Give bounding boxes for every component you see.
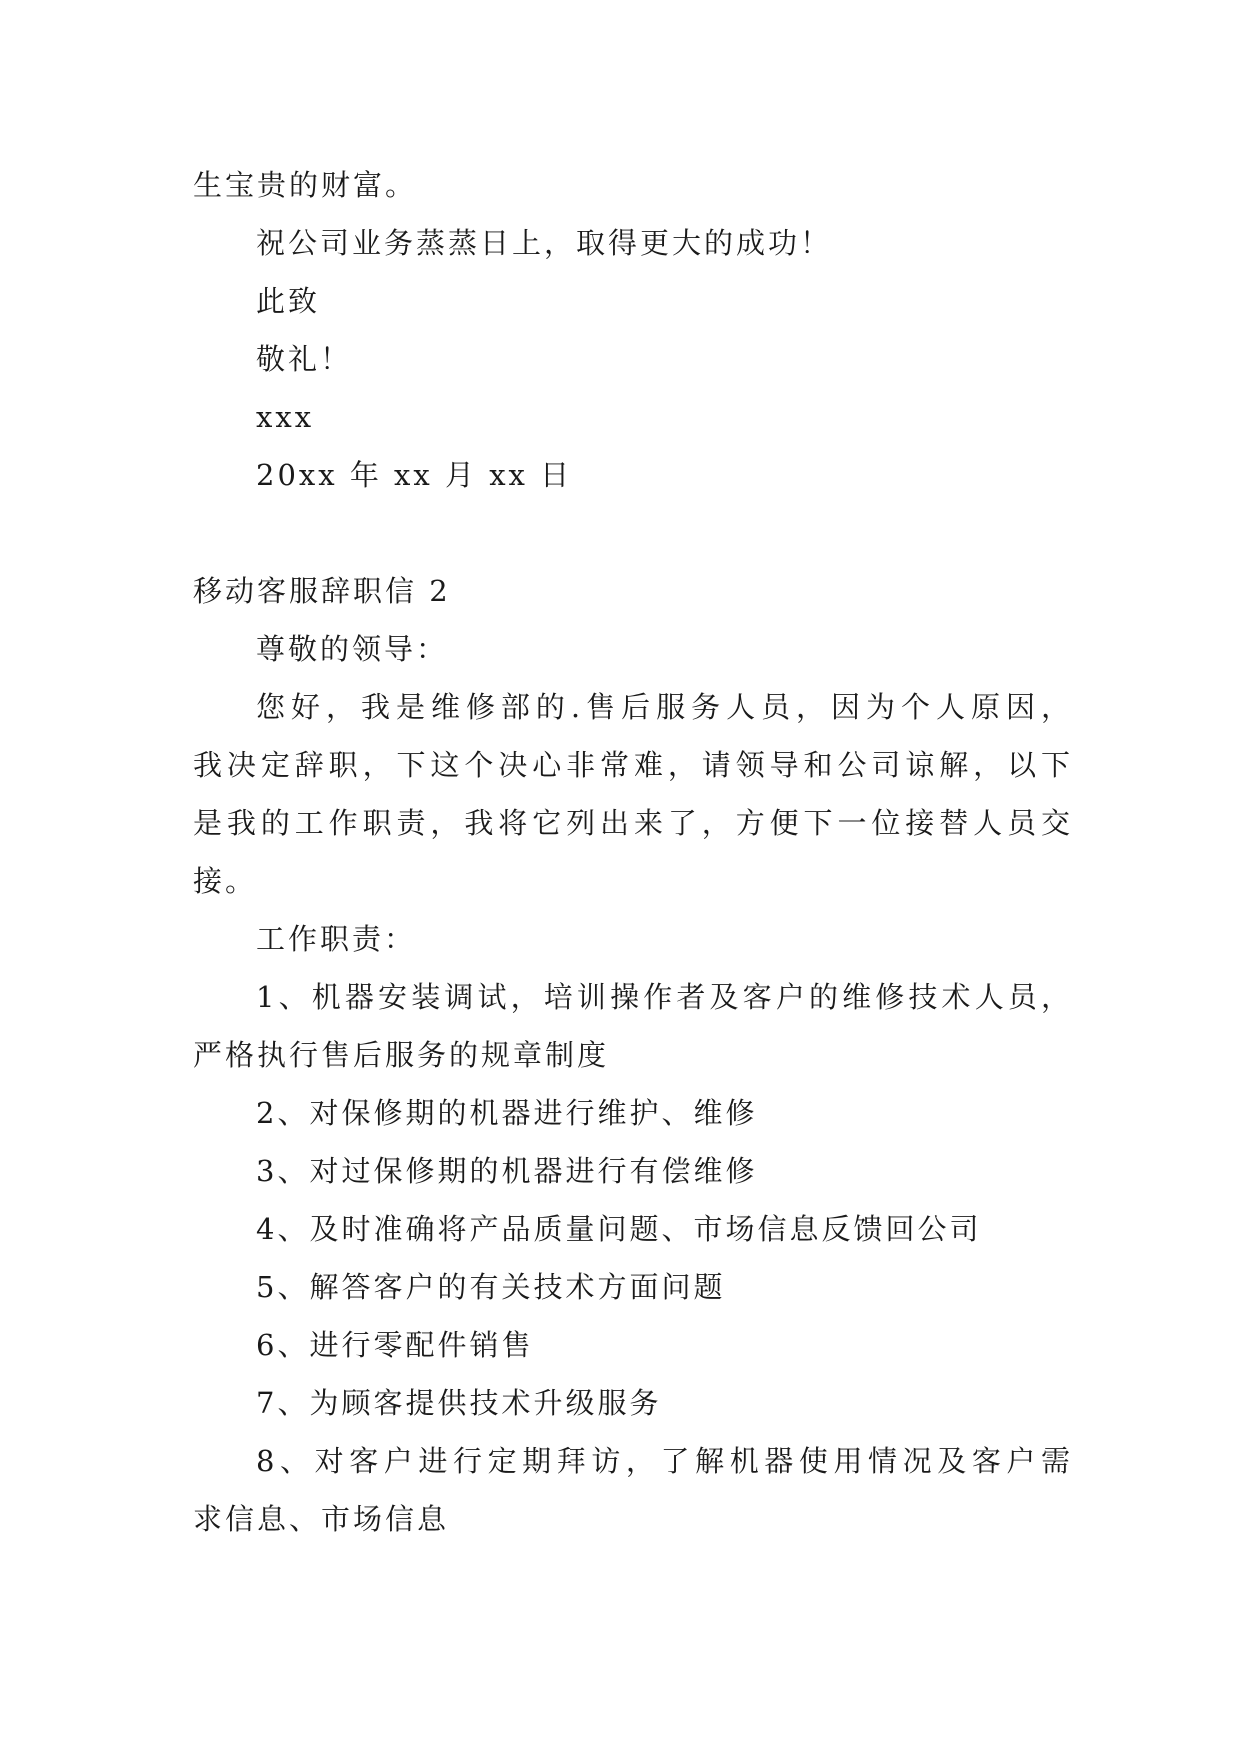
duty-item: 6、进行零配件销售 bbox=[256, 1328, 534, 1362]
duty-item: 求信息、市场信息 bbox=[193, 1502, 450, 1536]
paragraph-wish: 祝公司业务蒸蒸日上，取得更大的成功！ bbox=[256, 226, 833, 260]
duty-item: 5、解答客户的有关技术方面问题 bbox=[256, 1270, 726, 1304]
signature-text: xxx bbox=[256, 400, 315, 434]
letter-title: 移动客服辞职信 2 bbox=[193, 574, 451, 608]
intro-line: 您好，我是维修部的.售后服务人员，因为个人原因， bbox=[256, 690, 1073, 724]
duties-heading: 工作职责： bbox=[256, 922, 417, 956]
paragraph-continuation: 生宝贵的财富。 bbox=[193, 168, 418, 202]
duty-item: 2、对保修期的机器进行维护、维修 bbox=[256, 1096, 758, 1130]
duty-item: 4、及时准确将产品质量问题、市场信息反馈回公司 bbox=[256, 1212, 982, 1246]
intro-line: 我决定辞职，下这个决心非常难，请领导和公司谅解，以下 bbox=[193, 748, 1073, 782]
date-text: 20xx 年 xx 月 xx 日 bbox=[256, 458, 573, 492]
duty-item: 3、对过保修期的机器进行有偿维修 bbox=[256, 1154, 758, 1188]
duty-item: 1、机器安装调试，培训操作者及客户的维修技术人员， bbox=[256, 980, 1073, 1014]
duty-item: 严格执行售后服务的规章制度 bbox=[193, 1038, 610, 1072]
duty-item: 7、为顾客提供技术升级服务 bbox=[256, 1386, 662, 1420]
letter-greeting: 尊敬的领导： bbox=[256, 632, 449, 666]
intro-line: 接。 bbox=[193, 864, 258, 898]
duty-item: 8、对客户进行定期拜访，了解机器使用情况及客户需 bbox=[256, 1444, 1073, 1478]
salute-text: 敬礼！ bbox=[256, 342, 353, 376]
closing-text: 此致 bbox=[256, 284, 321, 318]
intro-line: 是我的工作职责，我将它列出来了，方便下一位接替人员交 bbox=[193, 806, 1073, 840]
